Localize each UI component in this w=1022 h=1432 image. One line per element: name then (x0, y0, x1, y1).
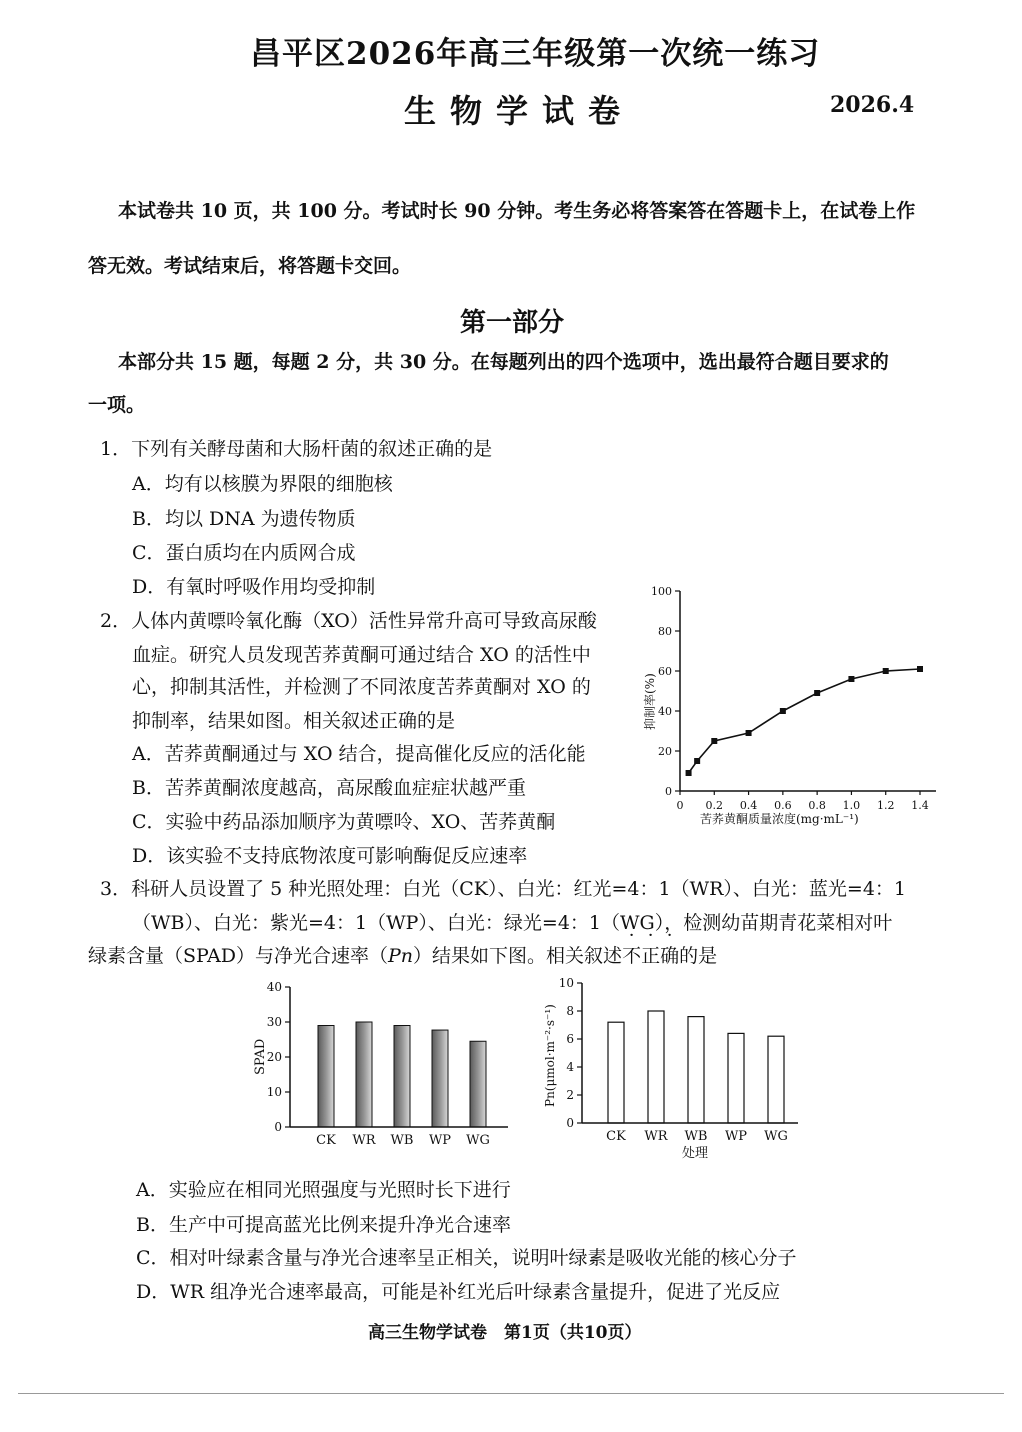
c1-x-tick-label: 1.0 (842, 799, 861, 812)
c1-x-axis-label: 苦荞黄酮质量浓度(mg·mL⁻¹) (700, 812, 859, 826)
c2-category-label: WB (390, 1133, 414, 1148)
c1-data-point (883, 668, 889, 674)
q2-stem-2: 血症。研究人员发现苦荞黄酮可通过结合 XO 的活性中 (132, 644, 591, 666)
q3-stem-3-b: ）结果如下图。相关叙述 (413, 945, 623, 967)
q1-option-b: B．均以 DNA 为遗传物质 (132, 508, 356, 530)
c2-y-tick-label: 0 (274, 1120, 282, 1134)
q3-option-b: B．生产中可提高蓝光比例来提升净光合速率 (136, 1214, 511, 1236)
c1-y-tick-label: 100 (651, 585, 672, 598)
c3-y-tick-label: 6 (566, 1032, 574, 1046)
q2-option-b: B．苦荞黄酮浓度越高，高尿酸血症症状越严重 (132, 777, 526, 799)
q3-stem-3-a: 绿素含量（SPAD）与净光合速率（ (88, 945, 389, 967)
c2-y-tick-label: 20 (266, 1050, 282, 1064)
c3-category-label: WG (764, 1129, 788, 1144)
intro-line-1: 本试卷共 10 页，共 100 分。考试时长 90 分钟。考生务必将答案答在答题卡上，在试卷上作 (118, 200, 916, 222)
c3-category-label: WB (684, 1129, 708, 1144)
q3-stem-1: 3．科研人员设置了 5 种光照处理：白光（CK）、白光：红光=4：1（WR）、白光：蓝光=4：1 (100, 878, 907, 900)
c3-bar (688, 1017, 704, 1123)
q3-emphasis-char-1: 不 (622, 945, 642, 967)
c2-bar (470, 1041, 486, 1127)
c1-x-tick-label: 0 (676, 799, 684, 812)
c1-x-tick-label: 0.8 (808, 799, 826, 812)
exam-title: 昌平区2026年高三年级第一次统一练习 (250, 36, 821, 72)
c3-y-tick-label: 0 (566, 1116, 574, 1130)
c2-y-tick-label: 40 (266, 980, 282, 994)
c1-y-tick-label: 0 (665, 785, 672, 798)
subject-title: 生物学试卷 (404, 92, 635, 130)
c2-bar (318, 1026, 334, 1128)
exam-date: 2026.4 (830, 92, 915, 118)
q3-emphasis-char-2: 正 (641, 945, 661, 967)
c3-category-label: WR (644, 1129, 668, 1144)
c1-data-point (848, 676, 854, 682)
q1-stem: 1．下列有关酵母菌和大肠杆菌的叙述正确的是 (100, 438, 493, 460)
part-one-title: 第一部分 (460, 308, 565, 338)
q3-stem-3-c: 的是 (679, 945, 718, 967)
intro-line-2: 答无效。考试结束后，将答题卡交回。 (88, 255, 412, 277)
bottom-rule (18, 1393, 1004, 1394)
q2-stem-4: 抑制率，结果如图。相关叙述正确的是 (132, 710, 456, 732)
c1-data-point (686, 770, 692, 776)
c3-y-tick-label: 8 (566, 1004, 574, 1018)
c2-category-label: WR (352, 1133, 376, 1148)
c1-data-point (746, 730, 752, 736)
c3-bar (768, 1036, 784, 1123)
part-one-desc-1: 本部分共 15 题，每题 2 分，共 30 分。在每题列出的四个选项中，选出最符合题目要求的 (118, 351, 889, 373)
c1-x-tick-label: 0.6 (774, 799, 792, 812)
pn-bar-chart (530, 975, 820, 1165)
c1-x-tick-label: 1.4 (911, 799, 929, 812)
page-footer: 高三生物学试卷 第1页（共10页） (368, 1323, 642, 1343)
c3-bar (648, 1011, 664, 1123)
c3-bar (608, 1022, 624, 1123)
c3-bar (728, 1033, 744, 1123)
c2-bar (394, 1026, 410, 1128)
q3-pn-symbol: Pn (388, 945, 414, 967)
part-one-desc-2: 一项。 (88, 394, 146, 416)
c1-x-tick-label: 1.2 (876, 799, 895, 812)
q3-option-a: A．实验应在相同光照强度与光照时长下进行 (136, 1179, 511, 1201)
inhibition-rate-chart (628, 585, 948, 835)
q2-option-d: D．该实验不支持底物浓度可影响酶促反应速率 (132, 845, 528, 867)
q2-stem-3: 心，抑制其活性，并检测了不同浓度苦荞黄酮对 XO 的 (132, 676, 591, 698)
c2-bar (432, 1030, 448, 1127)
q1-option-c: C．蛋白质均在内质网合成 (132, 542, 356, 564)
c3-y-tick-label: 10 (558, 976, 574, 990)
c2-bar (356, 1022, 372, 1127)
c1-data-point (780, 708, 786, 714)
c1-y-tick-label: 80 (658, 625, 672, 638)
c1-x-tick-label: 0.2 (705, 799, 724, 812)
c3-y-axis-label: Pn(μmol·m⁻²·s⁻¹) (543, 1004, 557, 1107)
spad-bar-chart (240, 975, 520, 1160)
c2-y-axis-label: SPAD (253, 1038, 268, 1075)
c3-x-axis-label: 处理 (682, 1146, 709, 1161)
c1-data-point (814, 690, 820, 696)
q3-emphasis-char-3: 确 (660, 945, 680, 967)
q3-stem-3 (88, 941, 717, 968)
c2-category-label: WG (466, 1133, 490, 1148)
c3-category-label: WP (724, 1129, 748, 1144)
c3-category-label: CK (606, 1129, 626, 1144)
c1-x-tick-label: 0.4 (739, 799, 758, 812)
c1-y-axis-label: 抑制率(%) (643, 673, 657, 730)
q1-option-a: A．均有以核膜为界限的细胞核 (132, 473, 393, 495)
c2-y-tick-label: 10 (266, 1085, 282, 1099)
c2-category-label: WP (428, 1133, 452, 1148)
c1-data-point (694, 758, 700, 764)
q3-stem-2: （WB）、白光：紫光=4：1（WP）、白光：绿光=4：1（WG），检测幼苗期青花菜相对叶 (132, 912, 893, 934)
c2-category-label: CK (316, 1133, 336, 1148)
q2-option-a: A．苦荞黄酮通过与 XO 结合，提高催化反应的活化能 (132, 743, 586, 765)
c1-series-line (689, 669, 920, 773)
c3-y-tick-label: 2 (566, 1088, 574, 1102)
q1-option-d: D．有氧时呼吸作用均受抑制 (132, 576, 376, 598)
q2-stem-1: 2．人体内黄嘌呤氧化酶（XO）活性异常升高可导致高尿酸 (100, 610, 597, 632)
q2-option-c: C．实验中药品添加顺序为黄嘌呤、XO、苦荞黄酮 (132, 811, 556, 833)
c1-y-tick-label: 40 (658, 705, 672, 718)
q3-option-d: D．WR 组净光合速率最高，可能是补红光后叶绿素含量提升，促进了光反应 (136, 1281, 781, 1303)
c1-data-point (711, 738, 717, 744)
c2-y-tick-label: 30 (266, 1015, 282, 1029)
c1-y-tick-label: 60 (658, 665, 672, 678)
c1-data-point (917, 666, 923, 672)
c3-y-tick-label: 4 (566, 1060, 574, 1074)
c1-y-tick-label: 20 (658, 745, 672, 758)
q3-option-c: C．相对叶绿素含量与净光合速率呈正相关，说明叶绿素是吸收光能的核心分子 (136, 1247, 797, 1269)
